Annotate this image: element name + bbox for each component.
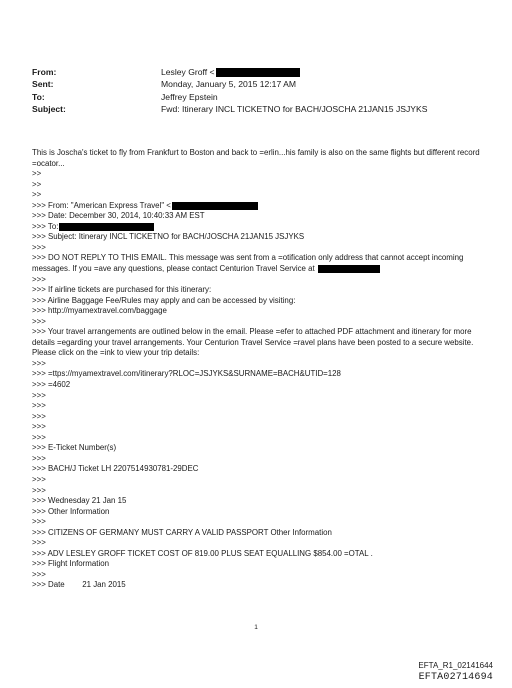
header-row-subject <box>32 103 427 115</box>
body-line: >>> <box>32 538 46 548</box>
body-line: >> <box>32 179 42 189</box>
redaction-box <box>216 68 300 77</box>
body-line: >>> If airline tickets are purchased for this itinerary: <box>32 285 212 295</box>
body-line: >>> Airline Baggage Fee/Rules may apply and can be accessed by visiting: <box>32 295 296 305</box>
body-line: >>> =ttps://myamextravel.com/itinerary?RLOC=JSJYKS&SURNAME=BACH&UTID=128 <box>32 369 341 379</box>
redaction-box <box>59 223 154 231</box>
body-line: >>> Other Information <box>32 506 110 516</box>
to-value: Jeffrey Epstein <box>161 91 218 102</box>
body-line: This is Joscha's ticket to fly from Frankfurt to Boston and back to =erlin...his family is also on the same flights but different record =ocator... <box>32 148 480 168</box>
to-label: To: <box>32 91 45 102</box>
body-line: >>> Flight Information <box>32 559 109 569</box>
body-line: >>> <box>32 517 46 527</box>
body-line: >>> <box>32 401 46 411</box>
body-line: >>> ADV LESLEY GROFF TICKET COST OF 819.00 PLUS SEAT EQUALLING $854.00 =OTAL . <box>32 548 373 558</box>
body-line: >>> Date 21 Jan 2015 <box>32 580 126 590</box>
body-line: >>> http://myamextravel.com/baggage <box>32 306 167 316</box>
body-line: >>> To: <box>32 222 484 233</box>
email-body <box>32 148 484 591</box>
header-row-to <box>32 91 427 103</box>
body-line: >>> Date: December 30, 2014, 10:40:33 AM EST <box>32 211 205 221</box>
body-line: >>> <box>32 411 46 421</box>
body-line: >>> <box>32 432 46 442</box>
subject-label: Subject: <box>32 104 66 115</box>
body-line: >>> <box>32 274 46 284</box>
body-line: >>> <box>32 453 46 463</box>
bates-reference-secondary: EFTA02714694 <box>418 672 493 683</box>
body-line: >>> <box>32 358 46 368</box>
from-value: Lesley Groff < <box>161 67 215 77</box>
body-line: >>> From: "American Express Travel" < <box>32 201 484 212</box>
body-line: >>> <box>32 242 46 252</box>
body-line: >>> BACH/J Ticket LH 2207514930781-29DEC <box>32 464 199 474</box>
body-line: >>> <box>32 569 46 579</box>
subject-value: Fwd: Itinerary INCL TICKETNO for BACH/JOSCHA 21JAN15 JSJYKS <box>161 104 428 115</box>
body-line: >>> =4602 <box>32 380 71 390</box>
redaction-box <box>172 202 258 210</box>
body-line: >>> <box>32 422 46 432</box>
sent-label: Sent: <box>32 79 54 90</box>
body-line: >>> Your travel arrangements are outlined below in the email. Please =efer to attached PDF attachment and itinerary for more details =egarding your travel arrangements. Your Centurion Travel Service =ravel plans have been posted to a secure website. Please click on the =ink to view your trip details: <box>32 327 474 358</box>
bates-reference-primary: EFTA_R1_02141644 <box>418 661 493 670</box>
body-line: >>> <box>32 485 46 495</box>
body-line: >>> <box>32 390 46 400</box>
body-line: >> <box>32 190 42 200</box>
body-line: >>> <box>32 474 46 484</box>
body-line: >>> CITIZENS OF GERMANY MUST CARRY A VALID PASSPORT Other Information <box>32 527 332 537</box>
body-line: >>> DO NOT REPLY TO THIS EMAIL. This message was sent from a =otification only address that cannot accept incoming messages. If you =ave any questions, please contact Centurion Travel Service at <box>32 253 464 274</box>
from-label: From: <box>32 67 57 77</box>
body-line: >>> Wednesday 21 Jan 15 <box>32 496 127 506</box>
sent-value: Monday, January 5, 2015 12:17 AM <box>161 79 297 90</box>
email-header <box>32 66 427 116</box>
header-row-sent <box>32 78 427 90</box>
body-line: >>> Subject: Itinerary INCL TICKETNO for BACH/JOSCHA 21JAN15 JSJYKS <box>32 232 305 242</box>
page-number: 1 <box>254 624 258 631</box>
body-line: >>> <box>32 316 46 326</box>
body-line: >>> E-Ticket Number(s) <box>32 443 117 453</box>
header-row-from <box>32 66 427 78</box>
redaction-box <box>318 265 380 273</box>
body-line: >> <box>32 169 42 179</box>
